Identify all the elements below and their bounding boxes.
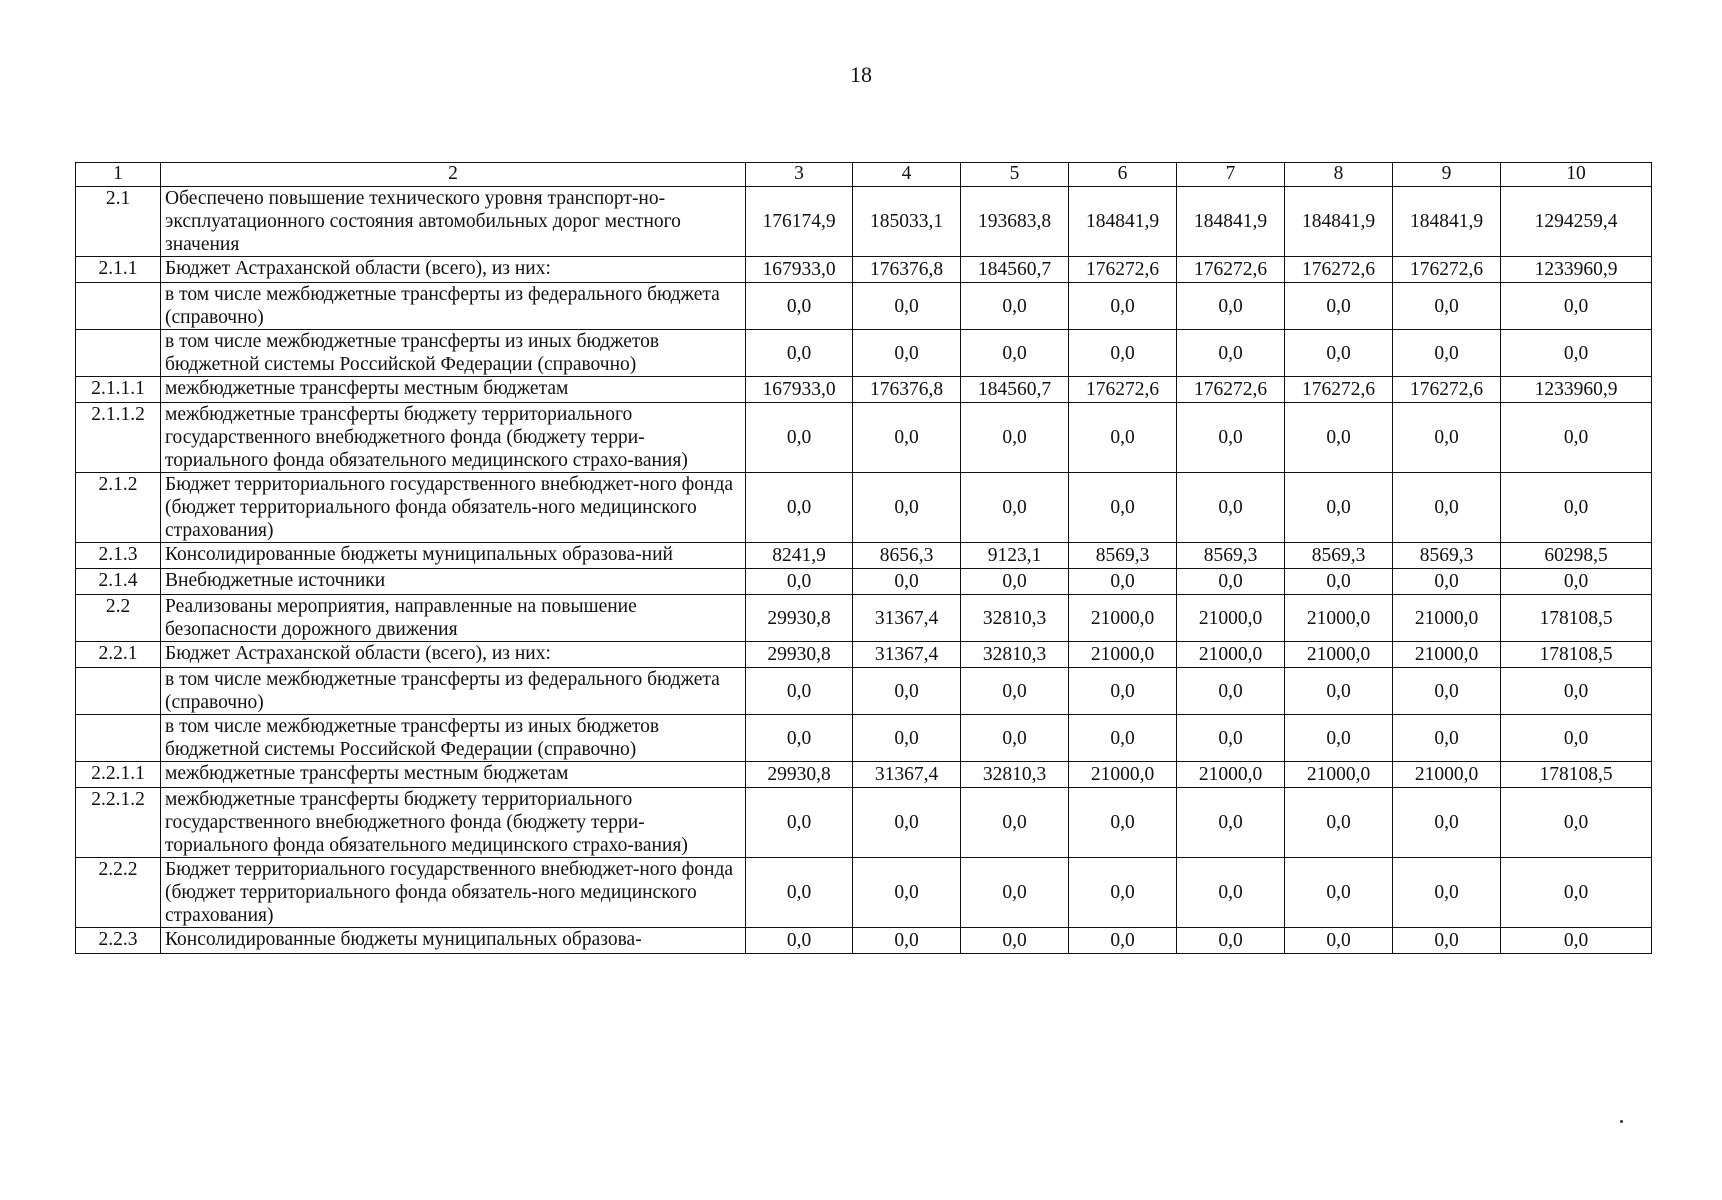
- row-value: 0,0: [1177, 283, 1285, 330]
- row-value: 0,0: [1177, 473, 1285, 543]
- table-row: [76, 377, 1652, 403]
- row-value: 32810,3: [961, 762, 1069, 788]
- row-value: 0,0: [961, 330, 1069, 377]
- row-description: межбюджетные трансферты местным бюджетам: [161, 762, 746, 788]
- row-value: 0,0: [853, 403, 961, 473]
- row-value: 32810,3: [961, 595, 1069, 642]
- row-value: 0,0: [853, 569, 961, 595]
- row-value: 0,0: [1285, 283, 1393, 330]
- row-value: 176272,6: [1285, 377, 1393, 403]
- row-value: 21000,0: [1393, 642, 1501, 668]
- row-value: 185033,1: [853, 187, 961, 257]
- table-row: [76, 257, 1652, 283]
- row-value: 0,0: [1393, 668, 1501, 715]
- row-value: 0,0: [1177, 403, 1285, 473]
- page-number: 18: [850, 62, 872, 87]
- column-number: 10: [1501, 163, 1652, 187]
- row-value: 178108,5: [1501, 642, 1652, 668]
- row-value: 21000,0: [1177, 642, 1285, 668]
- row-value: 0,0: [1501, 569, 1652, 595]
- row-value: 0,0: [1069, 569, 1177, 595]
- row-description: в том числе межбюджетные трансферты из федерального бюджета (справочно): [161, 283, 746, 330]
- row-value: 0,0: [853, 330, 961, 377]
- row-description: Бюджет территориального государственного внебюджет-ного фонда (бюджет территориального фонда обязатель-ного медицинского страхования): [161, 858, 746, 928]
- row-value: 0,0: [1501, 858, 1652, 928]
- row-value: 21000,0: [1393, 762, 1501, 788]
- row-value: 8569,3: [1177, 543, 1285, 569]
- row-value: 0,0: [1501, 668, 1652, 715]
- row-description: Консолидированные бюджеты муниципальных образова-: [161, 928, 746, 954]
- row-code: 2.1.2: [76, 473, 161, 543]
- row-value: 176272,6: [1393, 377, 1501, 403]
- row-code: 2.2.1.1: [76, 762, 161, 788]
- row-value: 0,0: [1069, 858, 1177, 928]
- row-value: 21000,0: [1177, 595, 1285, 642]
- row-value: 0,0: [1177, 928, 1285, 954]
- row-value: 0,0: [746, 569, 853, 595]
- row-value: 9123,1: [961, 543, 1069, 569]
- row-code: [76, 330, 161, 377]
- row-value: 0,0: [1393, 858, 1501, 928]
- row-value: 21000,0: [1177, 762, 1285, 788]
- row-value: 0,0: [1069, 715, 1177, 762]
- row-value: 0,0: [961, 283, 1069, 330]
- row-code: 2.2: [76, 595, 161, 642]
- row-value: 1294259,4: [1501, 187, 1652, 257]
- row-value: 167933,0: [746, 257, 853, 283]
- row-value: 0,0: [961, 928, 1069, 954]
- row-code: [76, 283, 161, 330]
- row-value: 21000,0: [1069, 595, 1177, 642]
- row-value: 0,0: [1069, 283, 1177, 330]
- row-value: 1233960,9: [1501, 257, 1652, 283]
- row-description: Реализованы мероприятия, направленные на повышение безопасности дорожного движения: [161, 595, 746, 642]
- row-value: 21000,0: [1069, 642, 1177, 668]
- row-value: 0,0: [1393, 788, 1501, 858]
- row-value: 31367,4: [853, 762, 961, 788]
- column-number: 8: [1285, 163, 1393, 187]
- row-value: 178108,5: [1501, 595, 1652, 642]
- row-code: 2.2.2: [76, 858, 161, 928]
- row-value: 0,0: [853, 858, 961, 928]
- row-value: 0,0: [1285, 928, 1393, 954]
- row-value: 0,0: [853, 788, 961, 858]
- row-value: 0,0: [1069, 403, 1177, 473]
- row-value: 0,0: [853, 668, 961, 715]
- row-value: 0,0: [1285, 330, 1393, 377]
- row-value: 0,0: [1501, 403, 1652, 473]
- table-row: [76, 283, 1652, 330]
- row-description: Консолидированные бюджеты муниципальных образова-ний: [161, 543, 746, 569]
- row-value: 21000,0: [1393, 595, 1501, 642]
- row-value: 0,0: [746, 473, 853, 543]
- row-value: 0,0: [746, 283, 853, 330]
- row-value: 184841,9: [1285, 187, 1393, 257]
- row-value: 0,0: [961, 668, 1069, 715]
- row-value: 29930,8: [746, 642, 853, 668]
- row-value: 0,0: [961, 473, 1069, 543]
- row-description: межбюджетные трансферты бюджету территориального государственного внебюджетного фонда (бюджету терри-ториального фонда обязательного медицинского страхо-вания): [161, 788, 746, 858]
- row-value: 0,0: [1501, 473, 1652, 543]
- row-value: 0,0: [746, 668, 853, 715]
- row-value: 0,0: [1285, 569, 1393, 595]
- row-description: в том числе межбюджетные трансферты из иных бюджетов бюджетной системы Российской Федерации (справочно): [161, 715, 746, 762]
- row-value: 0,0: [961, 569, 1069, 595]
- row-value: 0,0: [853, 473, 961, 543]
- row-value: 0,0: [1285, 858, 1393, 928]
- row-value: 0,0: [1285, 473, 1393, 543]
- row-value: 60298,5: [1501, 543, 1652, 569]
- row-value: 29930,8: [746, 595, 853, 642]
- table-body: [76, 163, 1652, 954]
- row-description: межбюджетные трансферты местным бюджетам: [161, 377, 746, 403]
- row-code: 2.1.3: [76, 543, 161, 569]
- row-code: 2.2.1.2: [76, 788, 161, 858]
- row-description: в том числе межбюджетные трансферты из федерального бюджета (справочно): [161, 668, 746, 715]
- row-value: 0,0: [1393, 473, 1501, 543]
- row-value: 1233960,9: [1501, 377, 1652, 403]
- budget-table: [75, 162, 1652, 954]
- table-row: [76, 473, 1652, 543]
- table-row: [76, 642, 1652, 668]
- row-value: 0,0: [1177, 715, 1285, 762]
- row-value: 0,0: [1501, 928, 1652, 954]
- scan-speck: [1620, 1120, 1623, 1123]
- row-description: Обеспечено повышение технического уровня транспорт-но-эксплуатационного состояния автомобильных дорог местного значения: [161, 187, 746, 257]
- row-description: Бюджет Астраханской области (всего), из них:: [161, 642, 746, 668]
- row-value: 0,0: [853, 928, 961, 954]
- row-value: 0,0: [1285, 668, 1393, 715]
- row-value: 178108,5: [1501, 762, 1652, 788]
- table-row: [76, 788, 1652, 858]
- row-value: 0,0: [746, 788, 853, 858]
- row-value: 0,0: [1393, 403, 1501, 473]
- row-value: 176376,8: [853, 377, 961, 403]
- row-value: 8569,3: [1393, 543, 1501, 569]
- column-number: 4: [853, 163, 961, 187]
- row-value: 184560,7: [961, 257, 1069, 283]
- row-value: 0,0: [746, 715, 853, 762]
- table-row: [76, 715, 1652, 762]
- row-value: 0,0: [1069, 928, 1177, 954]
- table-row: [76, 569, 1652, 595]
- row-value: 8656,3: [853, 543, 961, 569]
- column-number: 9: [1393, 163, 1501, 187]
- row-value: 0,0: [1393, 569, 1501, 595]
- row-code: 2.1.1.1: [76, 377, 161, 403]
- row-value: 0,0: [746, 330, 853, 377]
- row-value: 176272,6: [1177, 377, 1285, 403]
- column-number: 3: [746, 163, 853, 187]
- row-value: 184560,7: [961, 377, 1069, 403]
- row-value: 0,0: [1177, 668, 1285, 715]
- row-code: [76, 668, 161, 715]
- row-value: 0,0: [1285, 715, 1393, 762]
- row-value: 0,0: [1285, 403, 1393, 473]
- row-value: 0,0: [1177, 330, 1285, 377]
- row-value: 184841,9: [1393, 187, 1501, 257]
- row-value: 0,0: [961, 715, 1069, 762]
- row-value: 21000,0: [1285, 762, 1393, 788]
- row-value: 0,0: [1069, 330, 1177, 377]
- column-number: 7: [1177, 163, 1285, 187]
- row-value: 167933,0: [746, 377, 853, 403]
- row-value: 32810,3: [961, 642, 1069, 668]
- row-value: 0,0: [1069, 788, 1177, 858]
- row-value: 0,0: [1393, 715, 1501, 762]
- row-value: 0,0: [1501, 330, 1652, 377]
- row-value: 8569,3: [1285, 543, 1393, 569]
- table-row: [76, 668, 1652, 715]
- row-code: 2.1: [76, 187, 161, 257]
- row-code: 2.2.1: [76, 642, 161, 668]
- row-value: 29930,8: [746, 762, 853, 788]
- row-value: 0,0: [1501, 715, 1652, 762]
- table-row: [76, 595, 1652, 642]
- row-value: 193683,8: [961, 187, 1069, 257]
- row-description: межбюджетные трансферты бюджету территориального государственного внебюджетного фонда (бюджету терри-ториального фонда обязательного медицинского страхо-вания): [161, 403, 746, 473]
- row-value: 21000,0: [1285, 642, 1393, 668]
- row-value: 0,0: [746, 928, 853, 954]
- table-row: [76, 543, 1652, 569]
- row-value: 0,0: [1177, 858, 1285, 928]
- row-description: Внебюджетные источники: [161, 569, 746, 595]
- row-code: [76, 715, 161, 762]
- row-value: 31367,4: [853, 595, 961, 642]
- row-value: 0,0: [1393, 928, 1501, 954]
- row-value: 0,0: [853, 715, 961, 762]
- column-number: 5: [961, 163, 1069, 187]
- row-value: 31367,4: [853, 642, 961, 668]
- row-value: 0,0: [853, 283, 961, 330]
- row-value: 0,0: [961, 858, 1069, 928]
- row-value: 184841,9: [1177, 187, 1285, 257]
- row-value: 21000,0: [1069, 762, 1177, 788]
- row-value: 176376,8: [853, 257, 961, 283]
- row-value: 0,0: [746, 403, 853, 473]
- row-value: 0,0: [1177, 569, 1285, 595]
- row-value: 0,0: [1501, 283, 1652, 330]
- row-description: в том числе межбюджетные трансферты из иных бюджетов бюджетной системы Российской Федерации (справочно): [161, 330, 746, 377]
- table-row: [76, 187, 1652, 257]
- column-number: 2: [161, 163, 746, 187]
- row-value: 0,0: [1285, 788, 1393, 858]
- table-row: [76, 858, 1652, 928]
- row-value: 0,0: [1393, 330, 1501, 377]
- table-row: [76, 403, 1652, 473]
- row-code: 2.1.1.2: [76, 403, 161, 473]
- row-value: 176272,6: [1069, 257, 1177, 283]
- row-code: 2.1.4: [76, 569, 161, 595]
- row-value: 176272,6: [1069, 377, 1177, 403]
- row-value: 0,0: [1069, 668, 1177, 715]
- row-value: 8569,3: [1069, 543, 1177, 569]
- row-value: 176272,6: [1393, 257, 1501, 283]
- row-value: 0,0: [1501, 788, 1652, 858]
- row-value: 0,0: [1069, 473, 1177, 543]
- row-value: 184841,9: [1069, 187, 1177, 257]
- row-value: 176174,9: [746, 187, 853, 257]
- table-row: [76, 762, 1652, 788]
- row-code: 2.2.3: [76, 928, 161, 954]
- column-number: 1: [76, 163, 161, 187]
- row-value: 0,0: [961, 788, 1069, 858]
- row-value: 0,0: [746, 858, 853, 928]
- column-number-row: [76, 163, 1652, 187]
- column-number: 6: [1069, 163, 1177, 187]
- row-value: 176272,6: [1177, 257, 1285, 283]
- row-value: 176272,6: [1285, 257, 1393, 283]
- row-code: 2.1.1: [76, 257, 161, 283]
- row-value: 8241,9: [746, 543, 853, 569]
- row-value: 0,0: [961, 403, 1069, 473]
- table-row: [76, 330, 1652, 377]
- row-value: 21000,0: [1285, 595, 1393, 642]
- table-row: [76, 928, 1652, 954]
- row-value: 0,0: [1393, 283, 1501, 330]
- row-value: 0,0: [1177, 788, 1285, 858]
- row-description: Бюджет территориального государственного внебюджет-ного фонда (бюджет территориального фонда обязатель-ного медицинского страхования): [161, 473, 746, 543]
- row-description: Бюджет Астраханской области (всего), из них:: [161, 257, 746, 283]
